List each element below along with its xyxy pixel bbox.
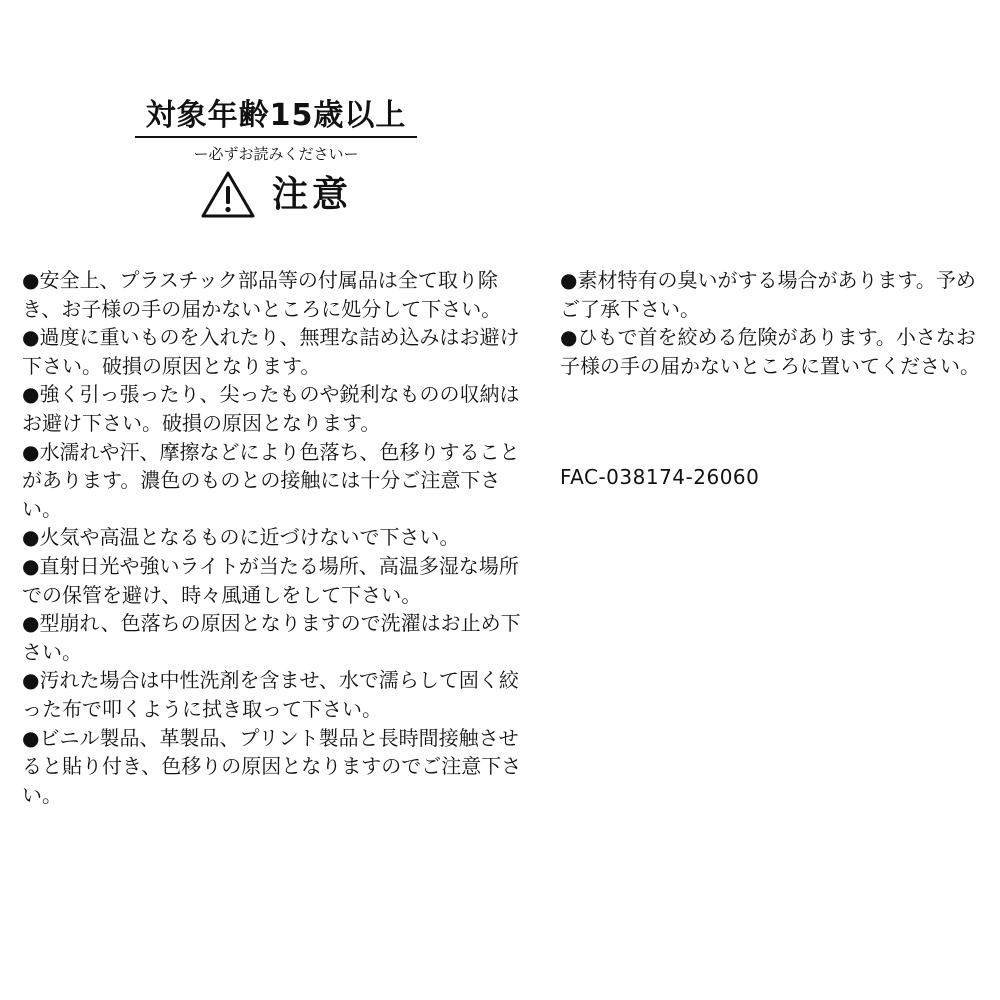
title-underline bbox=[135, 136, 417, 138]
caution-list-left bbox=[22, 266, 522, 809]
caution-item: ●安全上、プラスチック部品等の付属品は全て取り除き、お子様の手の届かないところに処分して下さい。 bbox=[22, 268, 502, 321]
caution-heading bbox=[135, 170, 417, 220]
caution-item: ●素材特有の臭いがする場合があります。予めご了承下さい。 bbox=[560, 268, 976, 321]
caution-item: ●水濡れや汗、摩擦などにより色落ち、色移りすることがあります。濃色のものとの接触には十分ご注意下さい。 bbox=[22, 439, 520, 521]
caution-item: ●直射日光や強いライトが当たる場所、高温多湿な場所での保管を避け、時々風通しをして下さい。 bbox=[22, 553, 519, 607]
caution-title: 注意 bbox=[271, 174, 352, 215]
caution-item: ●型崩れ、色落ちの原因となりますので洗濯はお止め下さい。 bbox=[22, 611, 521, 664]
product-code: FAC-038174-26060 bbox=[560, 465, 760, 489]
age-restriction-title: 対象年齢15歳以上 bbox=[145, 98, 407, 133]
warning-triangle-icon bbox=[200, 170, 256, 220]
caution-item: ●ひもで首を絞める危険があります。小さなお子様の手の届かないところに置いてください。 bbox=[560, 325, 980, 378]
must-read-note: ー必ずお読みくださいー bbox=[193, 145, 359, 163]
caution-item: ●ビニル製品、革製品、プリント製品と長時間接触させると貼り付き、色移りの原因となりますのでご注意下さい。 bbox=[22, 725, 522, 807]
caution-item: ●強く引っ張ったり、尖ったものや鋭利なものの収納はお避け下さい。破損の原因となります。 bbox=[22, 382, 520, 435]
notice-header bbox=[135, 96, 417, 220]
caution-item: ●過度に重いものを入れたり、無理な詰め込みはお避け下さい。破損の原因となります。 bbox=[22, 325, 520, 378]
caution-item: ●火気や高温となるものに近づけないで下さい。 bbox=[22, 525, 460, 550]
caution-item: ●汚れた場合は中性洗剤を含ませ、水で濡らして固く絞った布で叩くように拭き取って下さい。 bbox=[22, 668, 519, 721]
caution-list-right bbox=[560, 266, 980, 380]
